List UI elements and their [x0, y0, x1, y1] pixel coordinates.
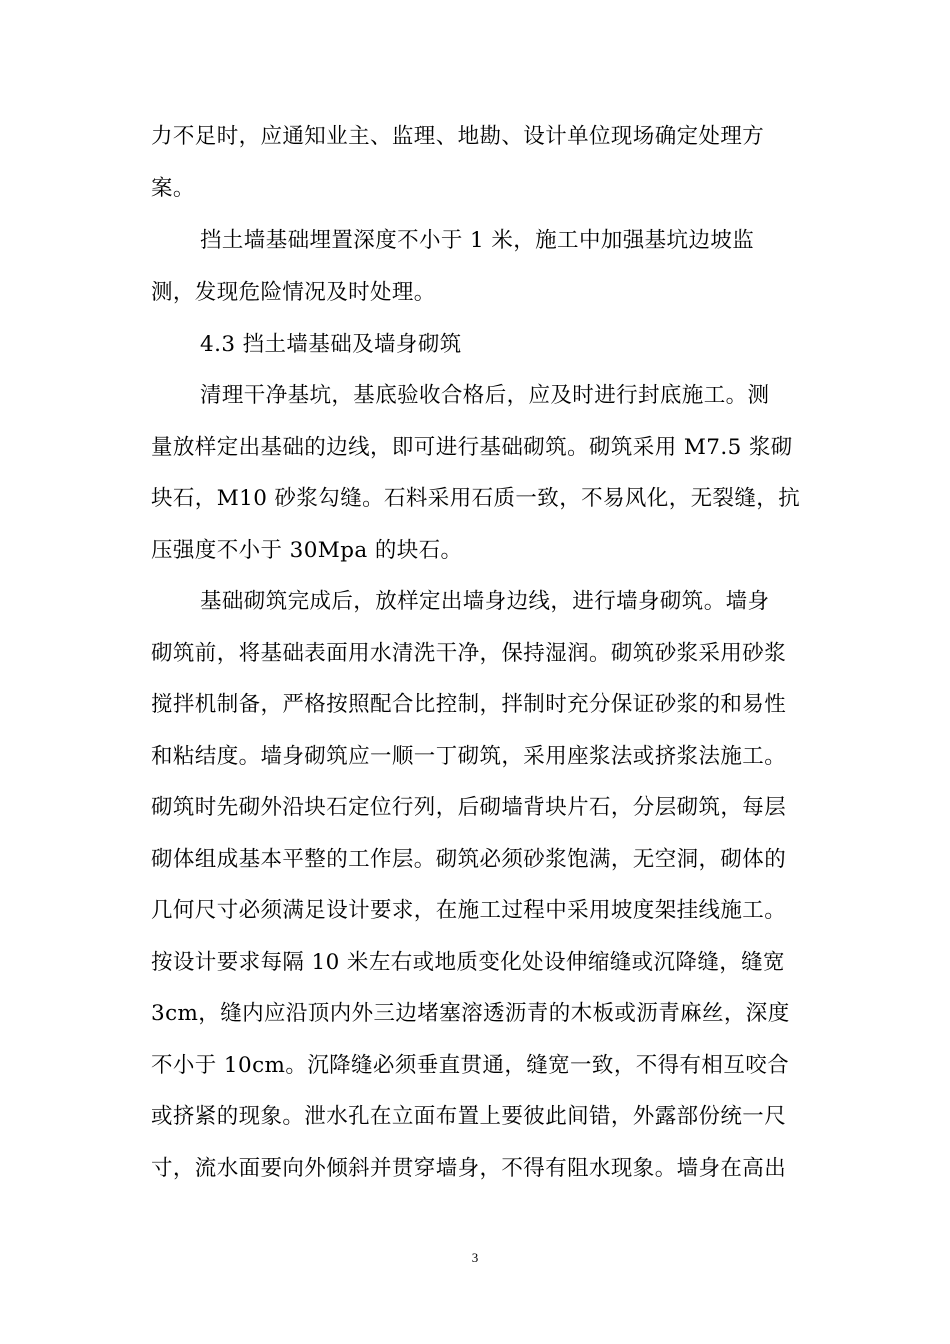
text-line: 测，发现危险情况及时处理。	[151, 280, 436, 305]
text-line: 寸，流水面要向外倾斜并贯穿墙身，不得有阻水现象。墙身在高出	[151, 1156, 787, 1181]
section-heading: 4.3 挡土墙基础及墙身砌筑	[200, 332, 462, 357]
text-line: 3cm，缝内应沿顶内外三边堵塞溶透沥青的木板或沥青麻丝，深度	[151, 1001, 790, 1026]
text-line: 不小于 10cm。沉降缝必须垂直贯通，缝宽一致，不得有相互咬合	[151, 1053, 790, 1078]
text-line: 压强度不小于 30Mpa 的块石。	[151, 538, 463, 563]
page-number: 3	[471, 1250, 479, 1265]
text-line: 块石，M10 砂浆勾缝。石料采用石质一致，不易风化，无裂缝，抗	[151, 486, 801, 511]
text-line: 砌体组成基本平整的工作层。砌筑必须砂浆饱满，无空洞，砌体的	[151, 847, 787, 872]
paragraph-first-line: 基础砌筑完成后，放样定出墙身边线，进行墙身砌筑。墙身	[200, 589, 770, 614]
paragraph-first-line: 清理干净基坑，基底验收合格后，应及时进行封底施工。测	[200, 383, 770, 408]
text-line: 力不足时，应通知业主、监理、地勘、设计单位现场确定处理方	[151, 124, 765, 149]
text-line: 几何尺寸必须满足设计要求，在施工过程中采用坡度架挂线施工。	[151, 898, 787, 923]
text-line: 案。	[151, 176, 195, 201]
text-line: 或挤紧的现象。泄水孔在立面布置上要彼此间错，外露部份统一尺	[151, 1104, 787, 1129]
text-line: 和粘结度。墙身砌筑应一顺一丁砌筑，采用座浆法或挤浆法施工。	[151, 744, 787, 769]
text-line: 搅拌机制备，严格按照配合比控制，拌制时充分保证砂浆的和易性	[151, 692, 787, 717]
text-line: 量放样定出基础的边线，即可进行基础砌筑。砌筑采用 M7.5 浆砌	[151, 435, 793, 460]
text-line: 砌筑前，将基础表面用水清洗干净，保持湿润。砌筑砂浆采用砂浆	[151, 641, 787, 666]
text-line: 砌筑时先砌外沿块石定位行列，后砌墙背块片石，分层砌筑，每层	[151, 795, 787, 820]
text-line: 按设计要求每隔 10 米左右或地质变化处设伸缩缝或沉降缝，缝宽	[151, 950, 785, 975]
paragraph-first-line: 挡土墙基础埋置深度不小于 1 米，施工中加强基坑边坡监	[200, 228, 755, 253]
